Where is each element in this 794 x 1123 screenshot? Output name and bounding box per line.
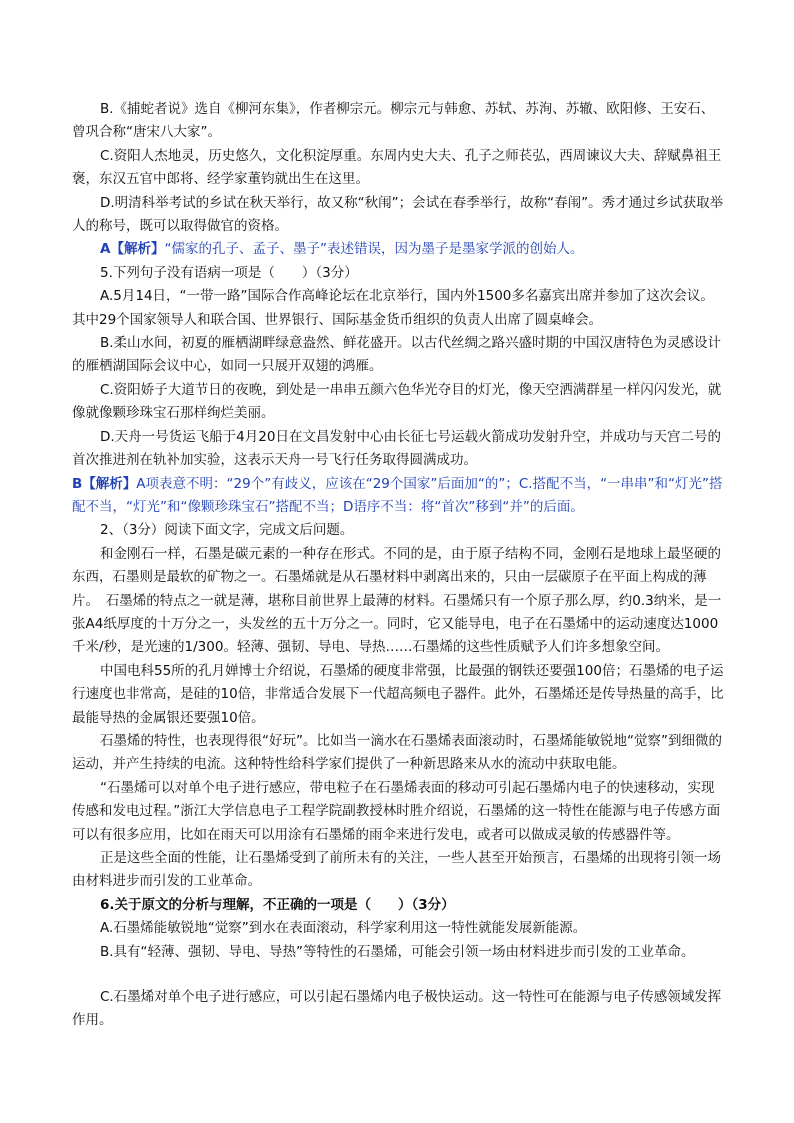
q5-analysis-tag: B【解析】 xyxy=(72,475,137,492)
q4-option-d: D.明清科举考试的乡试在秋天举行，故又称“秋闱”；会试在春季举行，故称“春闱”。秀才通过乡试获取举人的称号，既可以取得做官的资格。 xyxy=(72,194,724,235)
passage-paragraph: 石墨烯的特性，也表现得很“好玩”。比如当一滴水在石墨烯表面滚动时，石墨烯能敏锐地“觉察”到细微的运动，并产生持续的电流。这种特性给科学家们提供了一种新思路来从水的流动中获取电能。 xyxy=(72,732,722,773)
spacer xyxy=(72,964,724,986)
passage-paragraph: 中国电科55所的孔月婵博士介绍说，石墨烯的硬度非常强，比最强的钢铁还要强100倍；石墨烯的电子运行速度也非常高，是硅的10倍，非常适合发展下一代超高频电子器件。此外，石墨烯还是传导热量的高手，比最能导热的金属银还要强10倍。 xyxy=(72,662,724,726)
passage-paragraph: 正是这些全面的性能，让石墨烯受到了前所未有的关注，一些人甚至开始预言，石墨烯的出现将引领一场由材料进步而引发的工业革命。 xyxy=(72,850,721,890)
q4-analysis-tag: A【解析】 xyxy=(100,241,165,258)
q5-analysis-text: A项表意不明：“29个”有歧义，应该在“29个国家”后面加“的”；C.搭配不当，“一串串”和“灯光”搭配不当，“灯光”和“像颗珍珠宝石”搭配不当；D语序不当：将“首次”移到“并”的后面。 xyxy=(72,475,723,515)
q5-option-b: B.柔山水间，初夏的雁栖湖畔绿意盎然、鲜花盛开。以古代丝绸之路兴盛时期的中国汉唐特色为灵感设计的雁栖湖国际会议中心，如同一只展开双翅的鸿雁。 xyxy=(72,335,722,375)
document-body xyxy=(72,98,724,1033)
q5-stem: 5.下列句子没有语病一项是（ ）（3分） xyxy=(100,264,358,281)
q6-option-b: B.具有“轻薄、强韧、导电、导热”等特性的石墨烯，可能会引领一场由材料进步而引发的工业革命。 xyxy=(100,943,695,960)
passage-header: 2、（3分）阅读下面文字，完成文后问题。 xyxy=(100,522,354,539)
q6-option-a: A.石墨烯能敏锐地“觉察”到水在表面滚动，科学家利用这一特性就能发展新能源。 xyxy=(100,920,587,937)
passage-paragraph: “石墨烯可以对单个电子进行感应，带电粒子在石墨烯表面的移动可引起石墨烯内电子的快速移动，实现传感和发电过程。”浙江大学信息电子工程学院副教授林时胜介绍说，石墨烯的这一特性在能源与电子传感方面可以有很多应用，比如在雨天可以用涂有石墨烯的雨伞来进行发电，或者可以做成灵敏的传感器件等。 xyxy=(72,779,721,843)
q4-analysis xyxy=(72,238,724,261)
q5-option-c: C.资阳娇子大道节日的夜晚，到处是一串串五颜六色华光夺目的灯光，像天空洒满群星一样闪闪发光，就像就像颗珍珠宝石那样绚烂美丽。 xyxy=(72,381,722,422)
q4-analysis-text: “儒家的孔子、孟子、墨子”表述错误，因为墨子是墨家学派的创始人。 xyxy=(164,241,584,258)
q5-option-a: A.5月14日，“一带一路”国际合作高峰论坛在北京举行，国内外1500多名嘉宾出席并参加了这次会议。其中29个国家领导人和联合国、世界银行、国际基金货币组织的负责人出席了圆桌峰会。 xyxy=(72,288,714,328)
q4-option-b: B.《捕蛇者说》选自《柳河东集》，作者柳宗元。柳宗元与韩愈、苏轼、苏洵、苏辙、欧阳修、王安石、曾巩合称“唐宋八大家”。 xyxy=(72,101,715,141)
q6-option-c: C.石墨烯对单个电子进行感应，可以引起石墨烯内电子极快运动。这一特性可在能源与电子传感领域发挥作用。 xyxy=(72,989,722,1029)
passage-paragraph: 和金刚石一样，石墨是碳元素的一种存在形式。不同的是，由于原子结构不同，金刚石是地球上最坚硬的东西，石墨则是最软的矿物之一。石墨烯就是从石墨材料中剥离出来的，只由一层碳原子在平面上构成的薄片。 石墨烯的特点之一就是薄，堪称目前世界上最薄的材料。石墨烯只有一个原子那么厚，约0.3纳米，是一张A4纸厚度的十万分之一，头发丝的五十万分之一。同时，它又能导电，电子在石墨烯中的运动速度达1000千米/秒，是光速的1/300。轻薄、强韧、导电、导热……石墨烯的这些性质赋予人们许多想象空间。 xyxy=(72,545,722,656)
q5-option-d: D.天舟一号货运飞船于4月20日在文昌发射中心由长征七号运载火箭成功发射升空，并成功与天宫二号的首次推进剂在轨补加实验，这表示天舟一号飞行任务取得圆满成功。 xyxy=(72,428,721,469)
q4-option-c: C.资阳人杰地灵，历史悠久，文化积淀厚重。东周内史大夫、孔子之师苌弘，西周谏议大夫、辞赋鼻祖王褒，东汉五官中郎将、经学家董钧就出生在这里。 xyxy=(72,147,722,188)
q6-stem: 6.关于原文的分析与理解，不正确的一项是（ ）（3分） xyxy=(100,896,455,913)
q5-analysis xyxy=(72,473,724,520)
